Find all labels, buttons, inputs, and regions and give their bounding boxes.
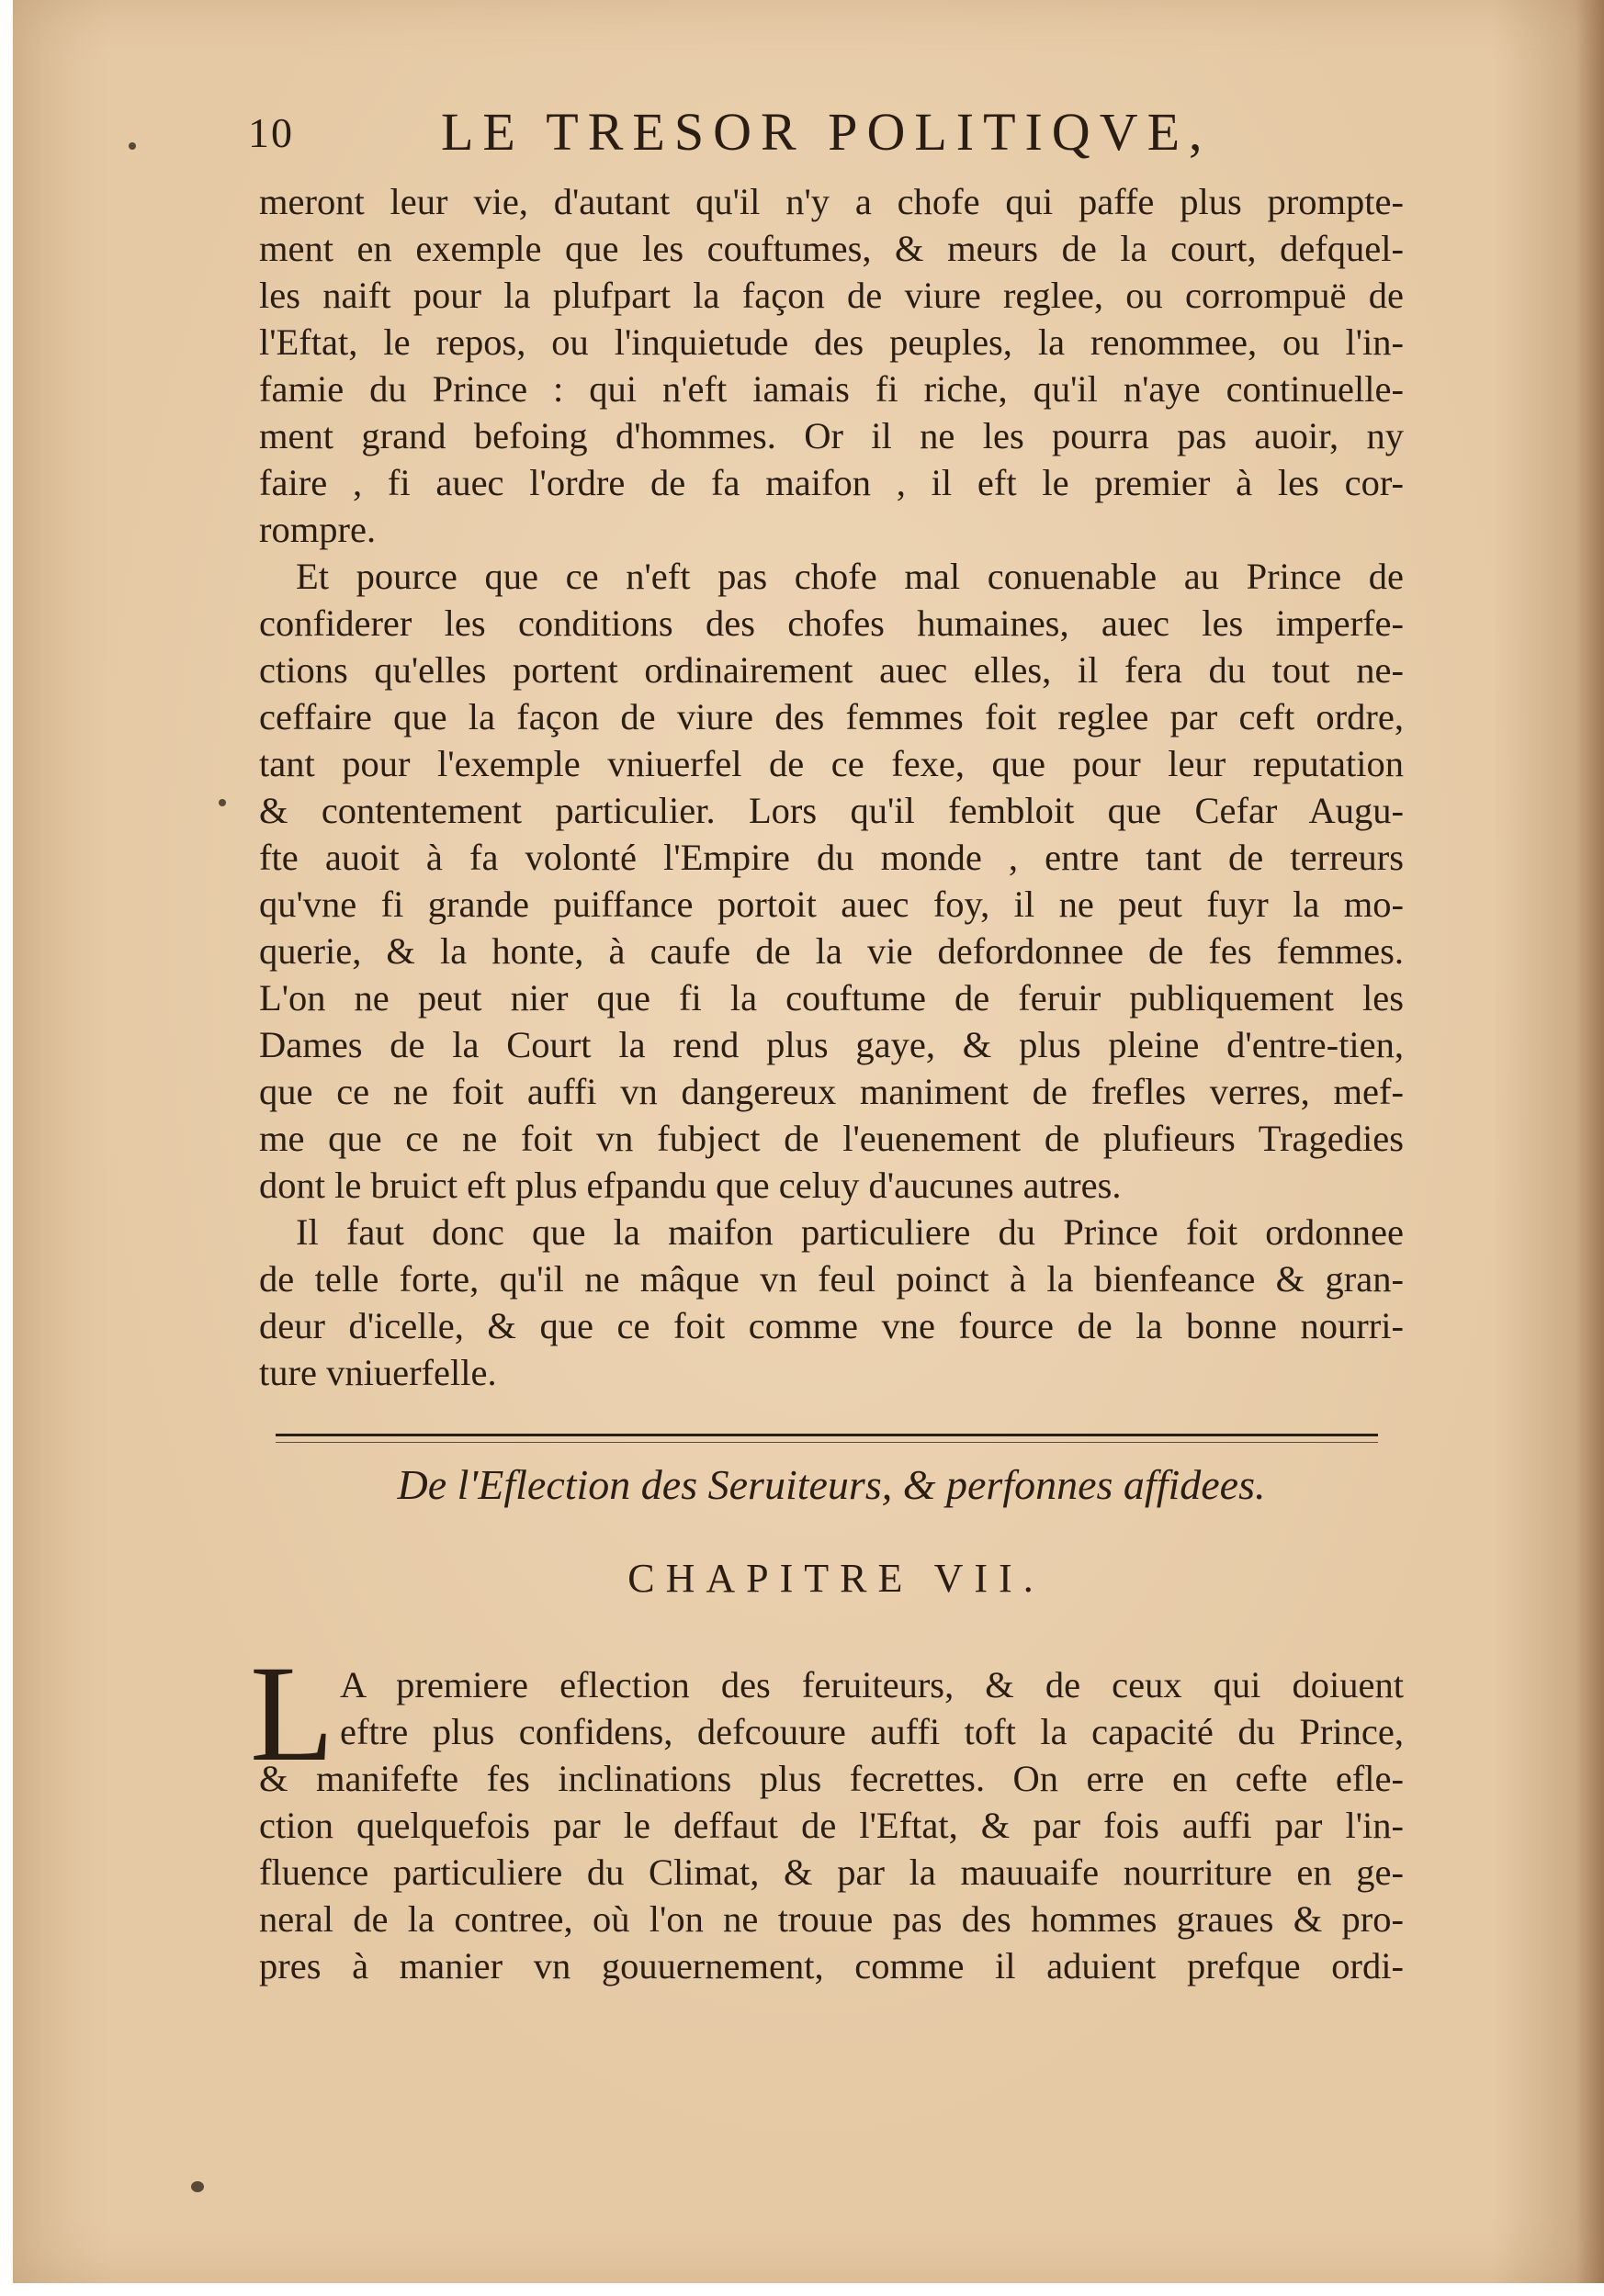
text-line: ment grand befoing d'hommes. Or il ne les pourra pas auoir, ny [259,415,1404,456]
text-line: A premiere eflection des feruiteurs, & de ceux qui doiuent [340,1664,1404,1705]
text-line: faire , fi auec l'ordre de fa maifon , il eft le premier à les cor- [259,462,1404,503]
page-edge-shadow [1576,0,1604,2283]
text-line: fte auoit à fa volonté l'Empire du monde , entre tant de terreurs [259,837,1404,878]
running-head [248,101,1378,165]
section-divider-rule [276,1434,1378,1436]
text-line: Il faut donc que la maifon particuliere du Prince foit ordonnee [296,1211,1404,1253]
text-line: de telle forte, qu'il ne mâque vn feul poinct à la bienfeance & gran- [259,1258,1404,1300]
text-line: ceffaire que la façon de viure des femmes foit reglee par ceft ordre, [259,696,1404,737]
text-line: ment en exemple que les couftumes, & meurs de la court, defquel- [259,228,1404,269]
text-line: & manifefte fes inclinations plus fecrettes. On erre en cefte efle- [259,1758,1404,1799]
text-line: eftre plus confidens, defcouure auffi toft la capacité du Prince, [340,1711,1404,1752]
text-line: meront leur vie, d'autant qu'il n'y a chofe qui paffe plus prompte- [259,181,1404,222]
drop-cap: L [250,1638,334,1790]
text-line: me que ce ne foit vn fubject de l'euenement de plufieurs Tragedies [259,1118,1404,1159]
text-line: fluence particuliere du Climat, & par la mauuaife nourriture en ge- [259,1851,1404,1893]
book-title: LE TRESOR POLITIQVE, [441,102,1212,162]
text-line: dont le bruict eft plus efpandu que celuy d'aucunes autres. [259,1165,1122,1206]
text-line: deur d'icelle, & que ce foit comme vne fource de la bonne nourri- [259,1305,1404,1346]
text-line: neral de la contree, où l'on ne trouue pas des hommes graues & pro- [259,1898,1404,1940]
ink-spot [129,142,136,150]
text-line: les naift pour la plufpart la façon de viure reglee, ou corrompuë de [259,275,1404,316]
text-line: ctions qu'elles portent ordinairement auec elles, il fera du tout ne- [259,649,1404,691]
text-line: l'Eftat, le repos, ou l'inquietude des peuples, la renommee, ou l'in- [259,321,1404,363]
text-line: querie, & la honte, à caufe de la vie defordonnee de fes femmes. [259,930,1404,972]
text-line: Et pource que ce n'eft pas chofe mal conuenable au Prince de [296,556,1404,597]
ink-spot [219,799,226,806]
chapter-heading: De l'Eflection des Seruiteurs, & perfonnes affidees. [397,1461,1266,1508]
section-divider-rule-thin [276,1442,1378,1443]
page-number: 10 [248,109,294,156]
text-line: Dames de la Court la rend plus gaye, & plus pleine d'entre-tien, [259,1024,1404,1065]
ink-spot [191,2181,204,2192]
text-line: confiderer les conditions des chofes humaines, auec les imperfe- [259,602,1404,644]
text-line: que ce ne foit auffi vn dangereux maniment de frefles verres, mef- [259,1071,1404,1112]
text-line: tant pour l'exemple vniuerfel de ce fexe, que pour leur reputation [259,743,1404,784]
text-line: famie du Prince : qui n'eft iamais fi riche, qu'il n'aye continuelle- [259,368,1404,410]
text-line: rompre. [259,509,377,550]
text-line: ction quelquefois par le deffaut de l'Eftat, & par fois auffi par l'in- [259,1805,1404,1846]
text-line: qu'vne fi grande puiffance portoit auec foy, il ne peut fuyr la mo- [259,884,1404,925]
text-line: ture vniuerfelle. [259,1352,497,1393]
chapter-number: CHAPITRE VII. [627,1556,1045,1601]
text-line: & contentement particulier. Lors qu'il fembloit que Cefar Augu- [259,790,1404,831]
text-line: L'on ne peut nier que fi la couftume de feruir publiquement les [259,977,1404,1019]
text-line: pres à manier vn gouuernement, comme il aduient prefque ordi- [259,1945,1404,1986]
